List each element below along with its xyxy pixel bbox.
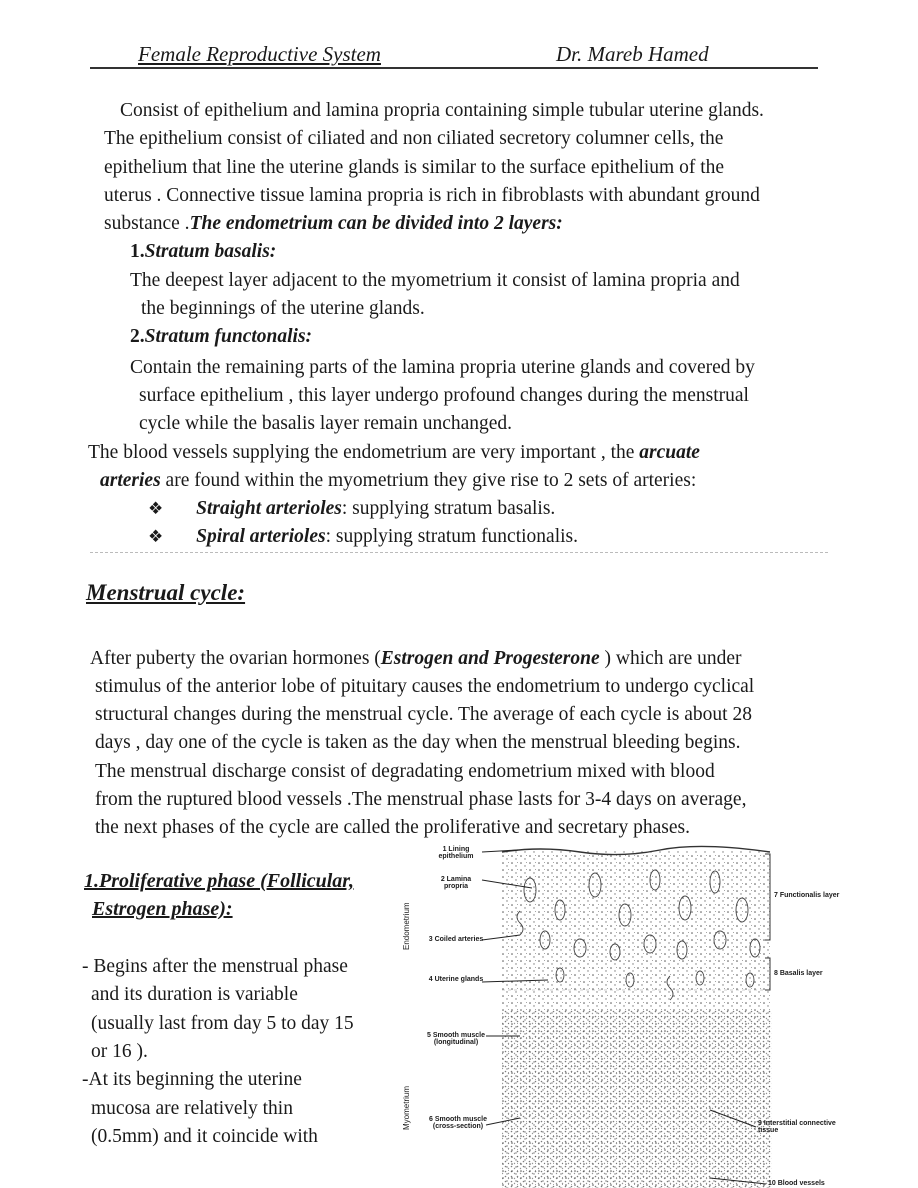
paragraph-line: After puberty the ovarian hormones (Estrogen and Progesterone ) which are under	[90, 648, 742, 669]
header-author: Dr. Mareb Hamed	[556, 42, 709, 66]
paragraph-line: mucosa are relatively thin	[91, 1098, 293, 1119]
paragraph-line: substance .The endometrium can be divided into 2 layers:	[104, 213, 563, 234]
paragraph-line: uterus . Connective tissue lamina propria is rich in fibroblasts with abundant ground	[104, 185, 760, 206]
figure-label: 8 Basalis layer	[774, 970, 823, 977]
paragraph-line: stimulus of the anterior lobe of pituitary causes the endometrium to undergo cyclical	[95, 676, 755, 697]
paragraph-line: from the ruptured blood vessels .The menstrual phase lasts for 3-4 days on average,	[95, 789, 747, 810]
paragraph-line: (0.5mm) and it coincide with	[91, 1126, 318, 1147]
paragraph-line: arteries are found within the myometrium they give rise to 2 sets of arteries:	[100, 470, 697, 491]
tissue-illustration	[420, 840, 918, 1188]
paragraph-line: days , day one of the cycle is taken as the day when the menstrual bleeding begins.	[95, 732, 741, 753]
paragraph-line: The deepest layer adjacent to the myometrium it consist of lamina propria and	[130, 270, 740, 291]
bullet-item: ❖ Spiral arterioles: supplying stratum functionalis.	[148, 526, 579, 547]
figure-label: 6 Smooth muscle (cross-section)	[429, 1116, 487, 1130]
paragraph-line: cycle while the basalis layer remain unchanged.	[139, 413, 513, 434]
paragraph-line: surface epithelium , this layer undergo profound changes during the menstrual	[139, 385, 749, 406]
paragraph-line: -At its beginning the uterine	[82, 1069, 302, 1090]
histology-figure	[402, 840, 918, 1188]
bullet-diamond-icon: ❖	[148, 499, 164, 518]
paragraph-line: the next phases of the cycle are called the proliferative and secretary phases.	[95, 817, 691, 838]
bullet-diamond-icon: ❖	[148, 527, 164, 546]
figure-label: 3 Coiled arteries	[428, 936, 484, 943]
figure-label: 1 Lining epithelium	[438, 846, 474, 860]
section-title: Menstrual cycle:	[86, 580, 246, 605]
subheading-functionalis: 2.Stratum functonalis:	[130, 326, 313, 347]
bullet-item: ❖ Straight arterioles: supplying stratum basalis.	[148, 498, 556, 519]
paragraph-line: or 16 ).	[91, 1041, 148, 1062]
paragraph-line: - Begins after the menstrual phase	[82, 956, 348, 977]
paragraph-line: structural changes during the menstrual cycle. The average of each cycle is about 28	[95, 704, 752, 725]
phase-title: 1.Proliferative phase (Follicular,	[84, 870, 354, 892]
paragraph-line: and its duration is variable	[91, 984, 298, 1005]
figure-label: 5 Smooth muscle (longitudinal)	[427, 1032, 485, 1046]
section-divider	[90, 552, 828, 553]
figure-label: 4 Uterine glands	[428, 976, 484, 983]
paragraph-line: epithelium that line the uterine glands is similar to the surface epithelium of the	[104, 157, 725, 178]
paragraph-line: Consist of epithelium and lamina propria containing simple tubular uterine glands.	[120, 100, 764, 121]
figure-label: 7 Functionalis layer	[774, 892, 840, 899]
header-rule	[90, 67, 818, 69]
paragraph-line: The epithelium consist of ciliated and non ciliated secretory columner cells, the	[104, 128, 724, 149]
endometrium-side-label: Endometrium	[402, 902, 411, 950]
figure-label: 10 Blood vessels	[768, 1180, 825, 1187]
paragraph-line: Contain the remaining parts of the lamina propria uterine glands and covered by	[130, 357, 755, 378]
figure-label: 9 Interstitial connective tissue	[758, 1120, 836, 1134]
subheading-basalis: 1.Stratum basalis:	[130, 241, 277, 262]
paragraph-line: the beginnings of the uterine glands.	[141, 298, 425, 319]
phase-title: Estrogen phase):	[92, 898, 233, 920]
header-title: Female Reproductive System	[138, 42, 381, 66]
paragraph-line: The blood vessels supplying the endometrium are very important , the arcuate	[88, 442, 700, 463]
paragraph-line: (usually last from day 5 to day 15	[91, 1013, 354, 1034]
paragraph-line: The menstrual discharge consist of degradating endometrium mixed with blood	[95, 761, 715, 782]
myometrium-side-label: Myometrium	[402, 1085, 411, 1130]
figure-label: 2 Lamina propria	[440, 876, 472, 890]
